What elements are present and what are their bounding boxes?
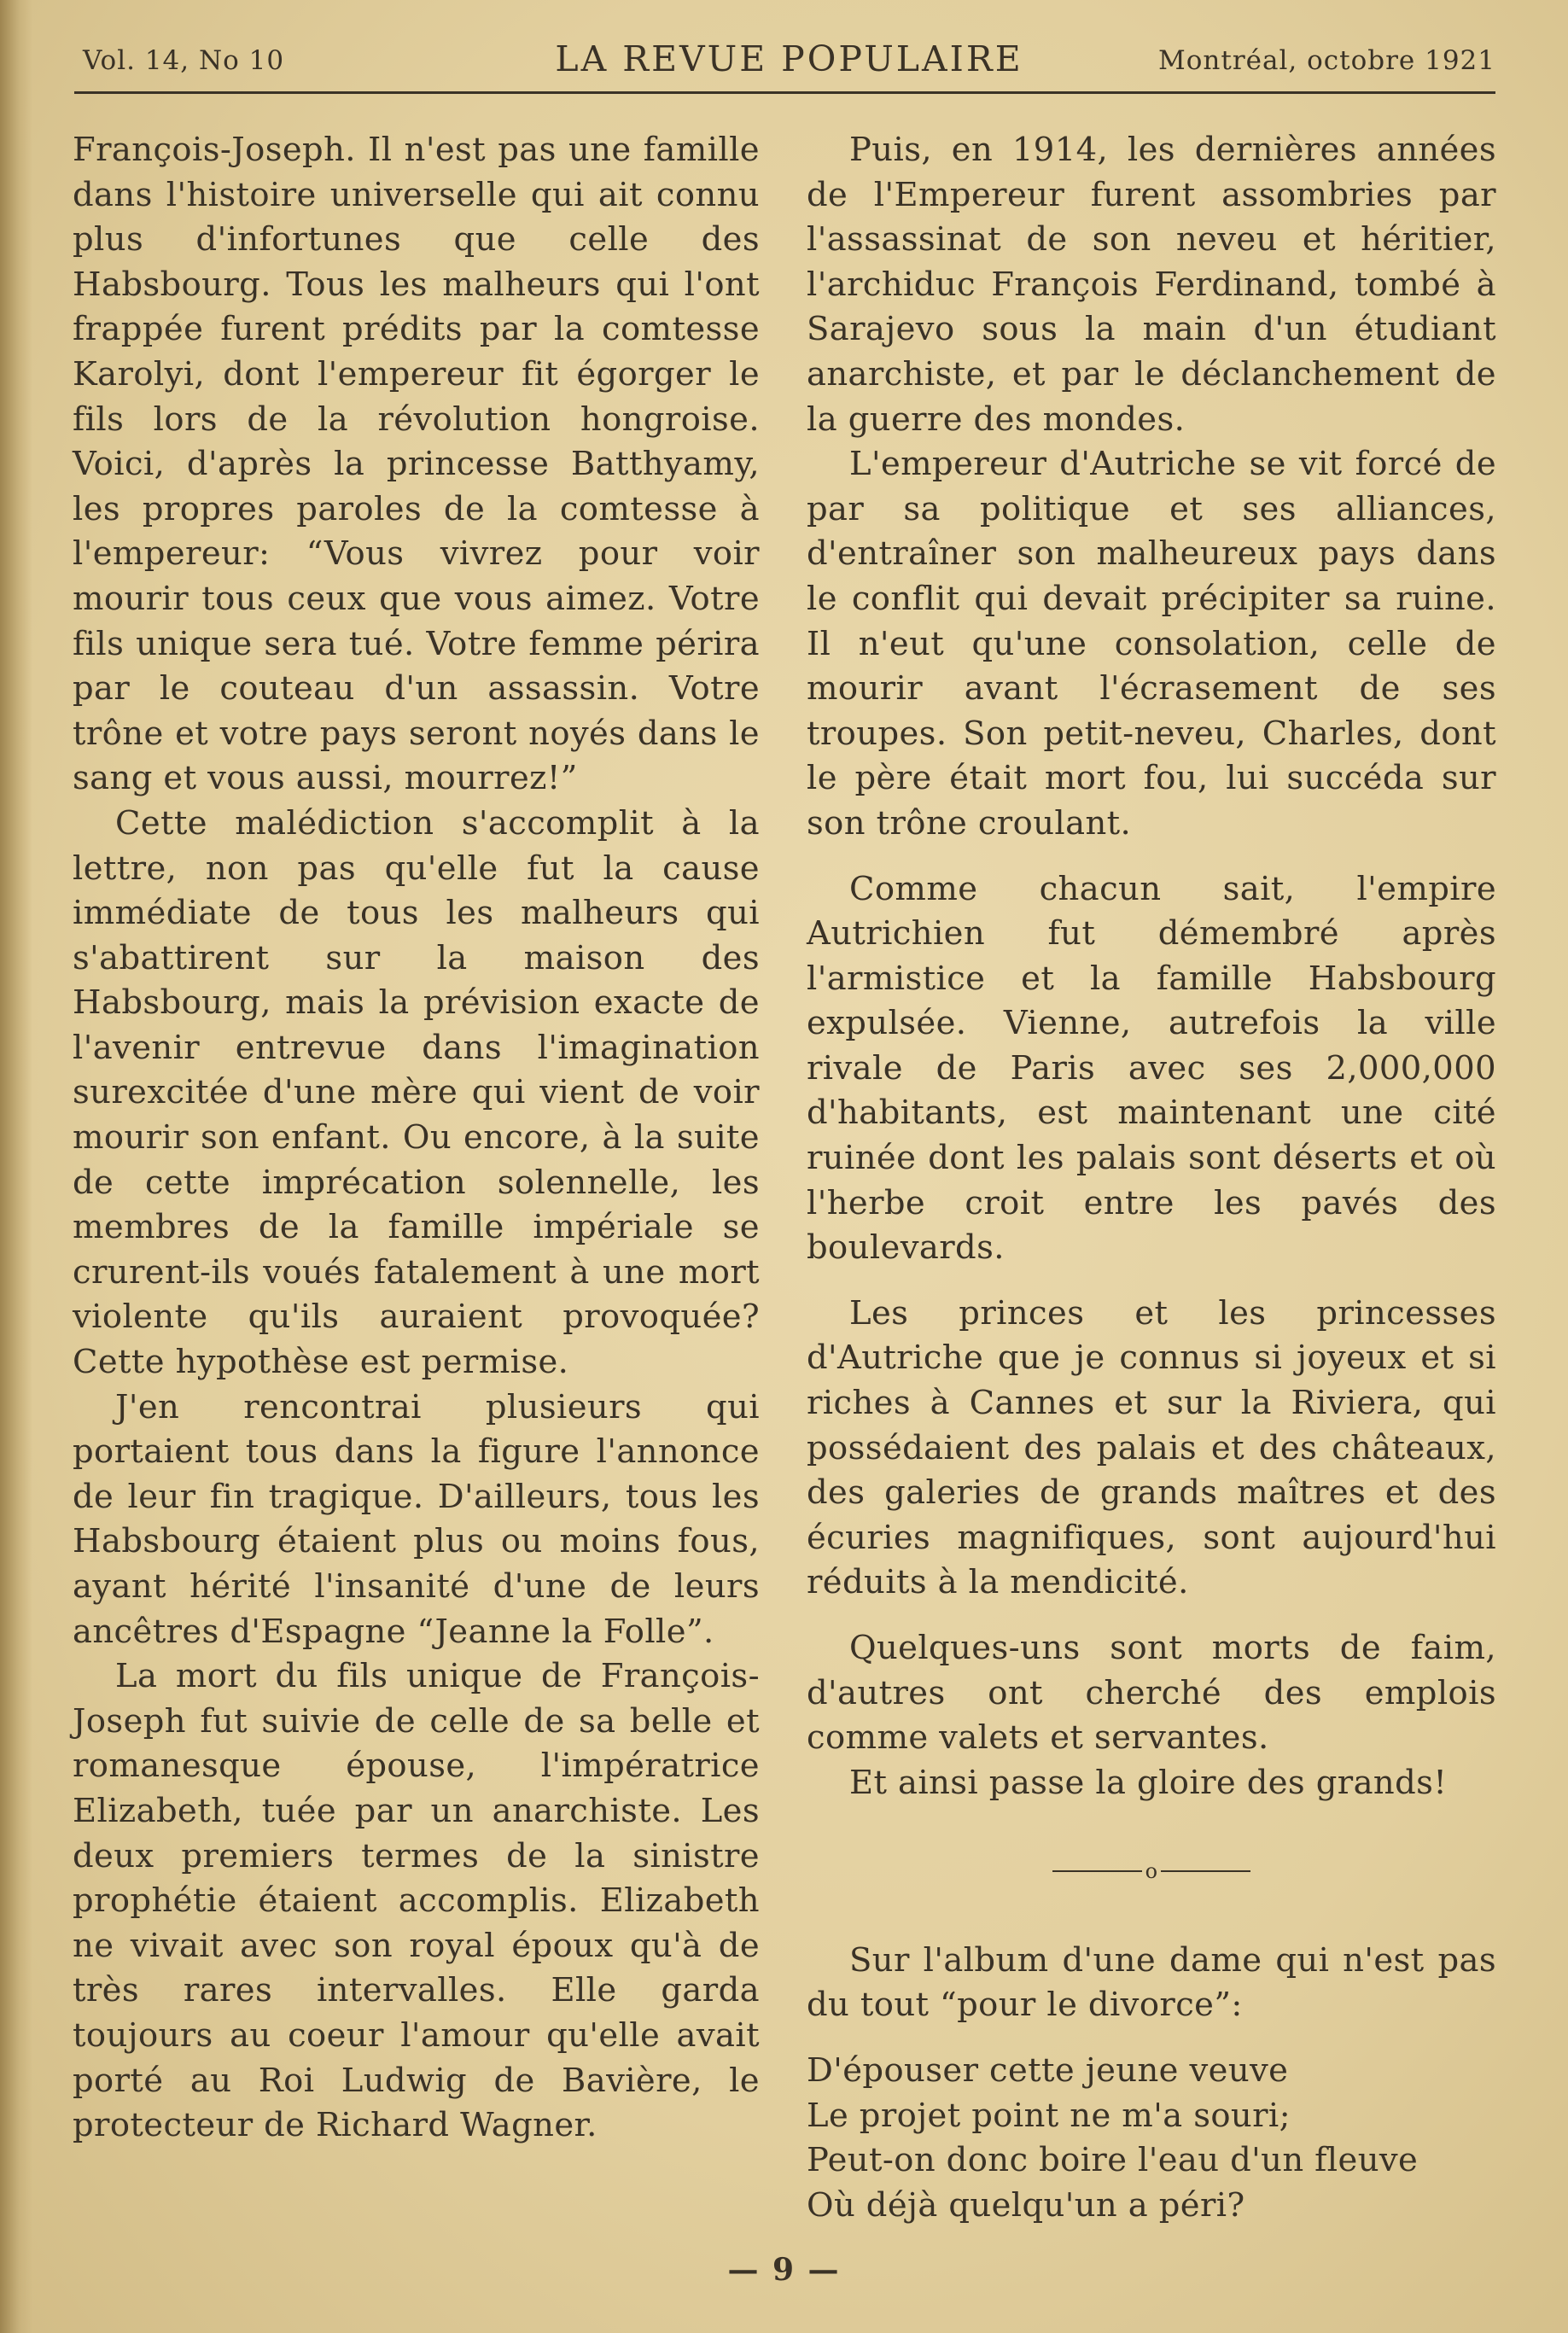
paragraph: L'empereur d'Autriche se vit forcé de par sa politique et ses alliances, d'entraîner son malheureux pays dans le conflit qui devait précipiter sa ruine. Il n'eut qu'une consolation, celle de mourir avant l'écrasement de ses troupes. Son petit-neveu, Charles, dont le père était mort fou, lui succéda sur son trône croulant. (807, 445, 1496, 843)
paragraph: Comme chacun sait, l'empire Autrichien fut démembré après l'armistice et la famille Habsbourg expulsée. Vienne, autrefois la ville rivale de Paris avec ses 2,000,000 d'habitants, est maintenant une cité ruinée dont les palais sont déserts et où l'herbe croit entre les pavés des boulevards. (807, 869, 1496, 1268)
paragraph: Puis, en 1914, les dernières années de l'Empereur furent assombries par l'assassinat de son neveu et héritier, l'archiduc François Ferdinand, tombé à Sarajevo sous la main d'un étudiant anarchiste, et par le déclanchement de la guerre des mondes. (807, 131, 1496, 439)
running-header (83, 38, 1495, 81)
paragraph: La mort du fils unique de François-Joseph fut suivie de celle de sa belle et romanesque épouse, l'impératrice Elizabeth, tuée par un anarchiste. Les deux premiers termes de la sinistre prophétie étaient accomplis. Elizabeth ne vivait avec son royal époux qu'à de très rares intervalles. Elle garda toujours au coeur l'amour qu'elle avait porté au Roi Ludwig de Bavière, le protecteur de Richard Wagner. (73, 1657, 760, 2145)
paragraph: Les princes et les princesses d'Autriche que je connus si joyeux et si riches à Cannes et sur la Riviera, qui possédaient des palais et des châteaux, des galeries de grands maîtres et des écuries magnifiques, sont aujourd'hui réduits à la mendicité. (807, 1293, 1496, 1602)
section-separator: o (807, 1857, 1496, 1884)
right-column (807, 128, 1496, 2228)
binding-edge (0, 0, 32, 2333)
left-column (73, 128, 760, 2149)
paragraph: François-Joseph. Il n'est pas une famille dans l'histoire universelle qui ait connu plus d'infortunes que celle des Habsbourg. Tous les malheurs qui l'ont frappée furent prédits par la comtesse Karolyi, dont l'empereur fit égorger le fils lors de la révolution hongroise. Voici, d'après la princesse Batthyamy, les propres paroles de la comtesse à l'empereur: “Vous vivrez pour voir mourir tous ceux que vous aimez. Votre fils unique sera tué. Votre femme périra par le couteau d'un assassin. Votre trône et votre pays seront noyés dans le sang et vous aussi, mourrez!” (73, 131, 760, 798)
poem-line: Peut-on donc boire l'eau d'un fleuve (807, 2141, 1419, 2180)
page-number: — 9 — (727, 2252, 841, 2288)
paragraph: Et ainsi passe la gloire des grands! (849, 1763, 1448, 1802)
magazine-title: LA REVUE POPULAIRE (555, 38, 1023, 79)
volume-number: Vol. 14, No 10 (83, 45, 285, 76)
paragraph: Quelques-uns sont morts de faim, d'autres ont cherché des emplois comme valets et servantes. (807, 1629, 1496, 1758)
paragraph: Cette malédiction s'accomplit à la lettre, non pas qu'elle fut la cause immédiate de tous les malheurs qui s'abattirent sur la maison des Habsbourg, mais la prévision exacte de l'avenir entrevue dans l'imagination surexcitée d'une mère qui vient de voir mourir son enfant. Ou encore, à la suite de cette imprécation solennelle, les membres de la famille impériale se crurent-ils voués fatalement à une mort violente qu'ils auraient provoquée? Cette hypothèse est permise. (73, 803, 760, 1382)
poem (807, 2049, 1496, 2228)
poem-line: Le projet point ne m'a souri; (807, 2096, 1291, 2135)
place-date: Montréal, octobre 1921 (1158, 45, 1495, 76)
poem-line: D'épouser cette jeune veuve (807, 2051, 1289, 2091)
poem-line: Où déjà quelqu'un a péri? (807, 2185, 1245, 2225)
poem-intro: Sur l'album d'une dame qui n'est pas du tout “pour le divorce”: (807, 1940, 1496, 2025)
header-rule (74, 91, 1495, 94)
paragraph: J'en rencontrai plusieurs qui portaient tous dans la figure l'annonce de leur fin tragique. D'ailleurs, tous les Habsbourg étaient plus ou moins fous, ayant hérité l'insanité d'une de leurs ancêtres d'Espagne “Jeanne la Folle”. (73, 1387, 760, 1651)
